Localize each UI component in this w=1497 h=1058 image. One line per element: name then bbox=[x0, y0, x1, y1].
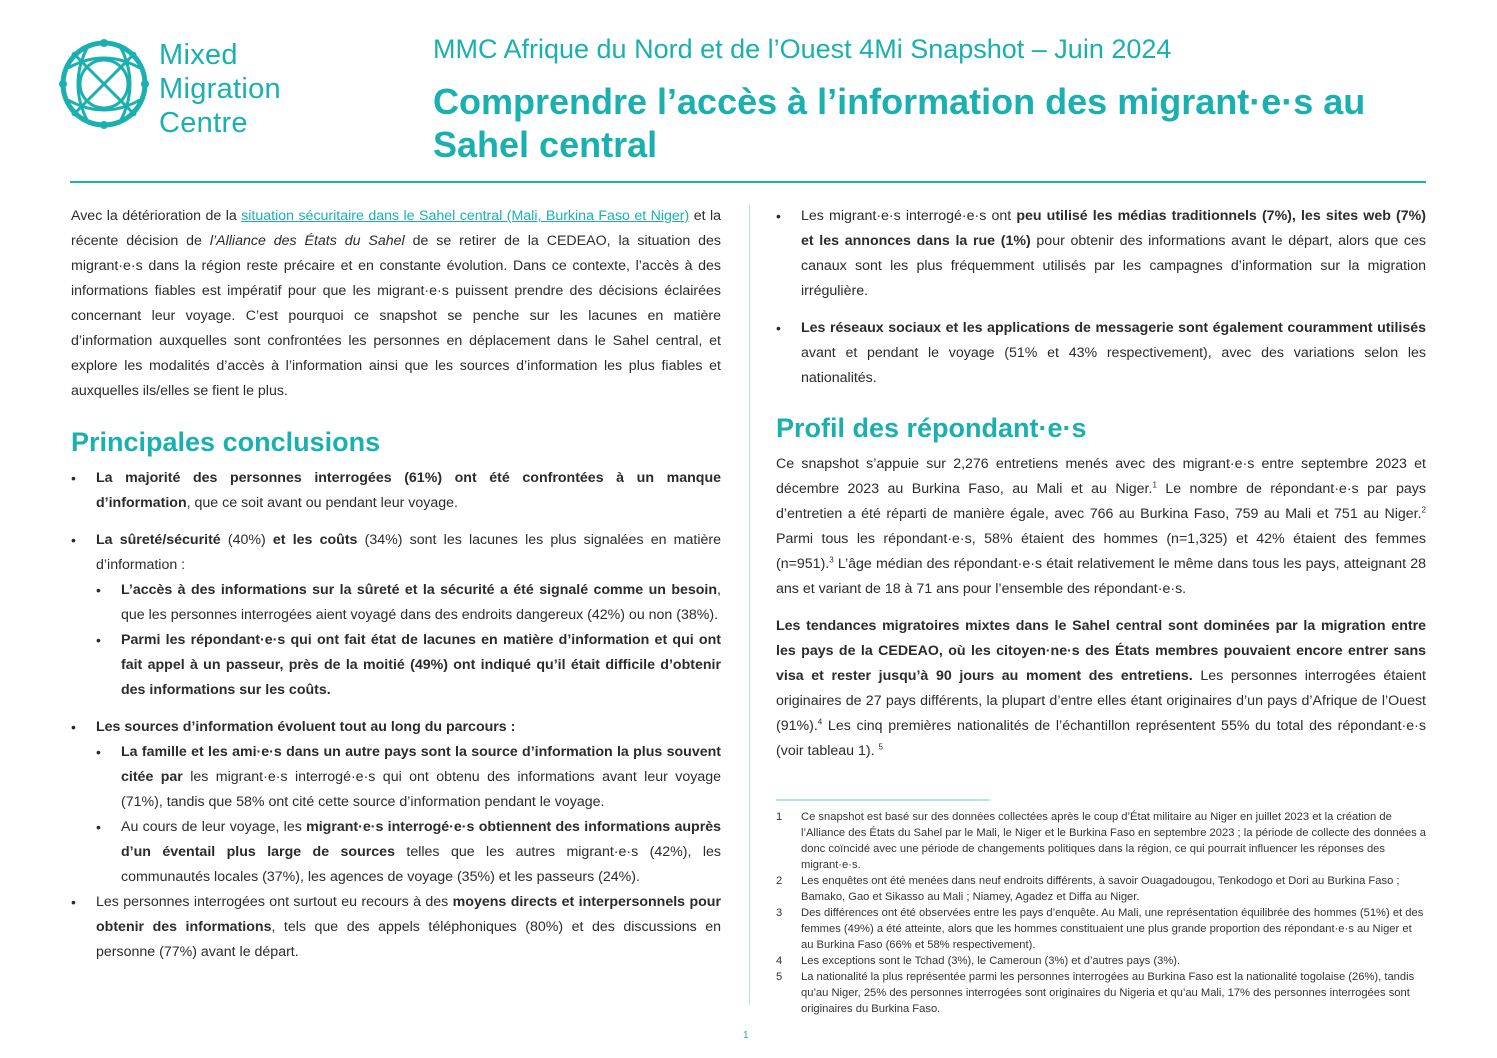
footnote: 5 La nationalité la plus représentée parmi les personnes interrogées au Burkina Faso est la nationalité togolaise (26%), tandis qu’au Niger, 25% des personnes interrogées sont originaires du Nigeria et qu’au Mali, 17% des personnes interrogées sont originaires du Burkina Faso. bbox=[776, 971, 1415, 1015]
conclusion-subitem: • L’accès à des informations sur la sûreté et la sécurité a été signalé comme un besoin, que les personnes interrogées aient voyagé dans des endroits dangereux (42%) ou non (38%). bbox=[96, 578, 721, 628]
mmc-logo bbox=[58, 38, 318, 138]
series-title: MMC Afrique du Nord et de l’Ouest 4Mi Snapshot – Juin 2024 bbox=[433, 34, 1172, 64]
footnote: 2 Les enquêtes ont été menées dans neuf endroits différents, à savoir Ouagadougou, Tenkodogo et Dori au Burkina Faso ; Bamako, Gao et Sikasso au Mali ; Niamey, Agadez et Diffa au Niger. bbox=[776, 875, 1400, 903]
page-number: 1 bbox=[743, 1030, 749, 1041]
logo-line-2: Migration bbox=[159, 73, 281, 105]
right-column bbox=[776, 204, 1426, 1017]
footnote: 1 Ce snapshot est basé sur des données collectées après le coup d’État militaire au Niger en juillet 2023 et la création de l’Alliance des États du Sahel par le Mali, le Niger et le Burkina Faso en septembre 2023 ; la période de collecte des données a donc coïncidé avec une période de changements politiques dans la région, ce qui pourrait influencer les réponses des migrant·e·s. bbox=[776, 811, 1427, 871]
logo-line-1: Mixed bbox=[159, 39, 238, 71]
conclusions-list-continued bbox=[776, 204, 1426, 391]
footnote: 4 Les exceptions sont le Tchad (3%), le Cameroun (3%) et d’autres pays (3%). bbox=[776, 955, 1181, 967]
profil-paragraph-2: Les tendances migratoires mixtes dans le Sahel central sont dominées par la migration entre les pays de la CEDEAO, où les citoyen·ne·s des États membres pouvaient encore entrer sans visa et rester jusqu’à 90 jours au moment des entretiens. Les personnes interrogées étaient originaires de 27 pays différents, la plupart d’entre elles étant originaires d’un pays d’Afrique de l’Ouest (91%).$^4$ Les cinq premières nationalités de l’échantillon représentent 55% du total des répondant·e·s (voir tableau 1). $^5$ bbox=[776, 618, 1426, 759]
footnote: 3 Des différences ont été observées entre les pays d’enquête. Au Mali, une représentation équilibrée des hommes (51%) et des femmes (49%) a été atteinte, alors que les hommes constituaient une plus grande proportion des répondant·e·s au Niger et au Burkina Faso (66% et 58% respectivement). bbox=[776, 907, 1424, 951]
conclusions-list bbox=[71, 466, 721, 965]
intro-paragraph: Avec la détérioration de la situation sécuritaire dans le Sahel central (Mali, Burkina Faso et Niger) et la récente décision de l’Alliance des États du Sahel de se retirer de la CEDEAO, la situation des migrant·e·s dans la région reste précaire et en constante évolution. Dans ce contexte, l’accès à des informations fiables est impératif pour que les migrant·e·s puissent prendre des décisions éclairées concernant leur voyage. C’est pourquoi ce snapshot se penche sur les lacunes en matière d’information auxquelles sont confrontées les personnes en déplacement dans le Sahel central, et explore les modalités d’accès à l’information ainsi que les sources d’information les plus fiables et auxquelles ils/elles se fient le plus. bbox=[71, 208, 722, 399]
security-situation-link[interactable]: situation sécuritaire dans le Sahel central (Mali, Burkina Faso et Niger) bbox=[241, 208, 690, 224]
column-divider bbox=[749, 205, 750, 1005]
conclusion-subitem: • Parmi les répondant·e·s qui ont fait état de lacunes en matière d’information et qui ont fait appel à un passeur, près de la moitié (49%) ont indiqué qu’il était difficile d’obtenir des informations sur les coûts. bbox=[96, 628, 721, 703]
conclusion-item: • La majorité des personnes interrogées (61%) ont été confrontées à un manque d’information, que ce soit avant ou pendant leur voyage. bbox=[71, 466, 721, 516]
logo-wordmark bbox=[159, 38, 281, 140]
conclusion-item: • Les sources d’information évoluent tout au long du parcours : • La famille et les ami·e·s dans un autre pays sont la source d’information la plus souvent citée par les migrant·e·s interrogé·e·s qui ont obtenu des informations avant leur voyage (71%), tandis que 58% ont cité cette source d’information pendant le voyage. • Au cours de leur voyage, les migrant·e·s interrogé·e·s obtiennent des informations auprès d’un éventail plus large de sources telles que les autres migrant·e·s (42%), les communautés locales (37%), les agences de voyage (35%) et les passeurs (24%). bbox=[71, 715, 721, 890]
conclusion-item: • Les migrant·e·s interrogé·e·s ont peu utilisé les médias traditionnels (7%), les sites web (7%) et les annonces dans la rue (1%) pour obtenir des informations avant le départ, alors que ces canaux sont les plus fréquemment utilisés par les campagnes d’information sur la migration irrégulière. bbox=[776, 204, 1426, 304]
conclusion-item: • La sûreté/sécurité (40%) et les coûts (34%) sont les lacunes les plus signalées en matière d’information : • L’accès à des informations sur la sûreté et la sécurité a été signalé comme un besoin, que les personnes interrogées aient voyagé dans des endroits dangereux (42%) ou non (38%). • Parmi les répondant·e·s qui ont fait état de lacunes en matière d’information et qui ont fait appel à un passeur, près de la moitié (49%) ont indiqué qu’il était difficile d’obtenir des informations sur les coûts. bbox=[71, 528, 721, 703]
left-column bbox=[71, 204, 721, 965]
conclusion-item: • Les personnes interrogées ont surtout eu recours à des moyens directs et interpersonnels pour obtenir des informations, tels que des appels téléphoniques (80%) et des discussions en personne (77%) avant le départ. bbox=[71, 890, 721, 965]
globe-logo-icon bbox=[58, 38, 150, 130]
profil-paragraph-1: Ce snapshot s’appuie sur 2,276 entretiens menés avec des migrant·e·s entre septembre 2023 et décembre 2023 au Burkina Faso, au Mali et au Niger.$^1$ Le nombre de répondant·e·s par pays d’entretien a été réparti de manière égale, avec 766 au Burkina Faso, 759 au Mali et 751 au Niger.$^2$ Parmi tous les répondant·e·s, 58% étaient des hommes (n=1,325) et 42% étaient des femmes (n=951).$^3$ L’âge médian des répondant·e·s était relativement le même dans tous les pays, atteignant 28 ans et variant de 18 à 71 ans pour l’ensemble des répondant·e·s. bbox=[776, 456, 1426, 597]
conclusions-heading: Principales conclusions bbox=[71, 427, 381, 457]
footnote-rule bbox=[776, 799, 990, 801]
profil-heading: Profil des répondant·e·s bbox=[776, 413, 1087, 443]
page-title: Comprendre l’accès à l’information des migrant·e·s au Sahel central bbox=[433, 81, 1366, 165]
conclusion-subitem: • Au cours de leur voyage, les migrant·e·s interrogé·e·s obtiennent des informations auprès d’un éventail plus large de sources telles que les autres migrant·e·s (42%), les communautés locales (37%), les agences de voyage (35%) et les passeurs (24%). bbox=[96, 815, 721, 890]
header-rule bbox=[70, 181, 1426, 183]
conclusion-item: • Les réseaux sociaux et les applications de messagerie sont également couramment utilisés avant et pendant le voyage (51% et 43% respectivement), avec des variations selon les nationalités. bbox=[776, 316, 1426, 391]
conclusion-subitem: • La famille et les ami·e·s dans un autre pays sont la source d’information la plus souvent citée par les migrant·e·s interrogé·e·s qui ont obtenu des informations avant leur voyage (71%), tandis que 58% ont cité cette source d’information pendant le voyage. bbox=[96, 740, 721, 815]
footnotes bbox=[776, 799, 1426, 1017]
logo-line-3: Centre bbox=[159, 107, 248, 139]
